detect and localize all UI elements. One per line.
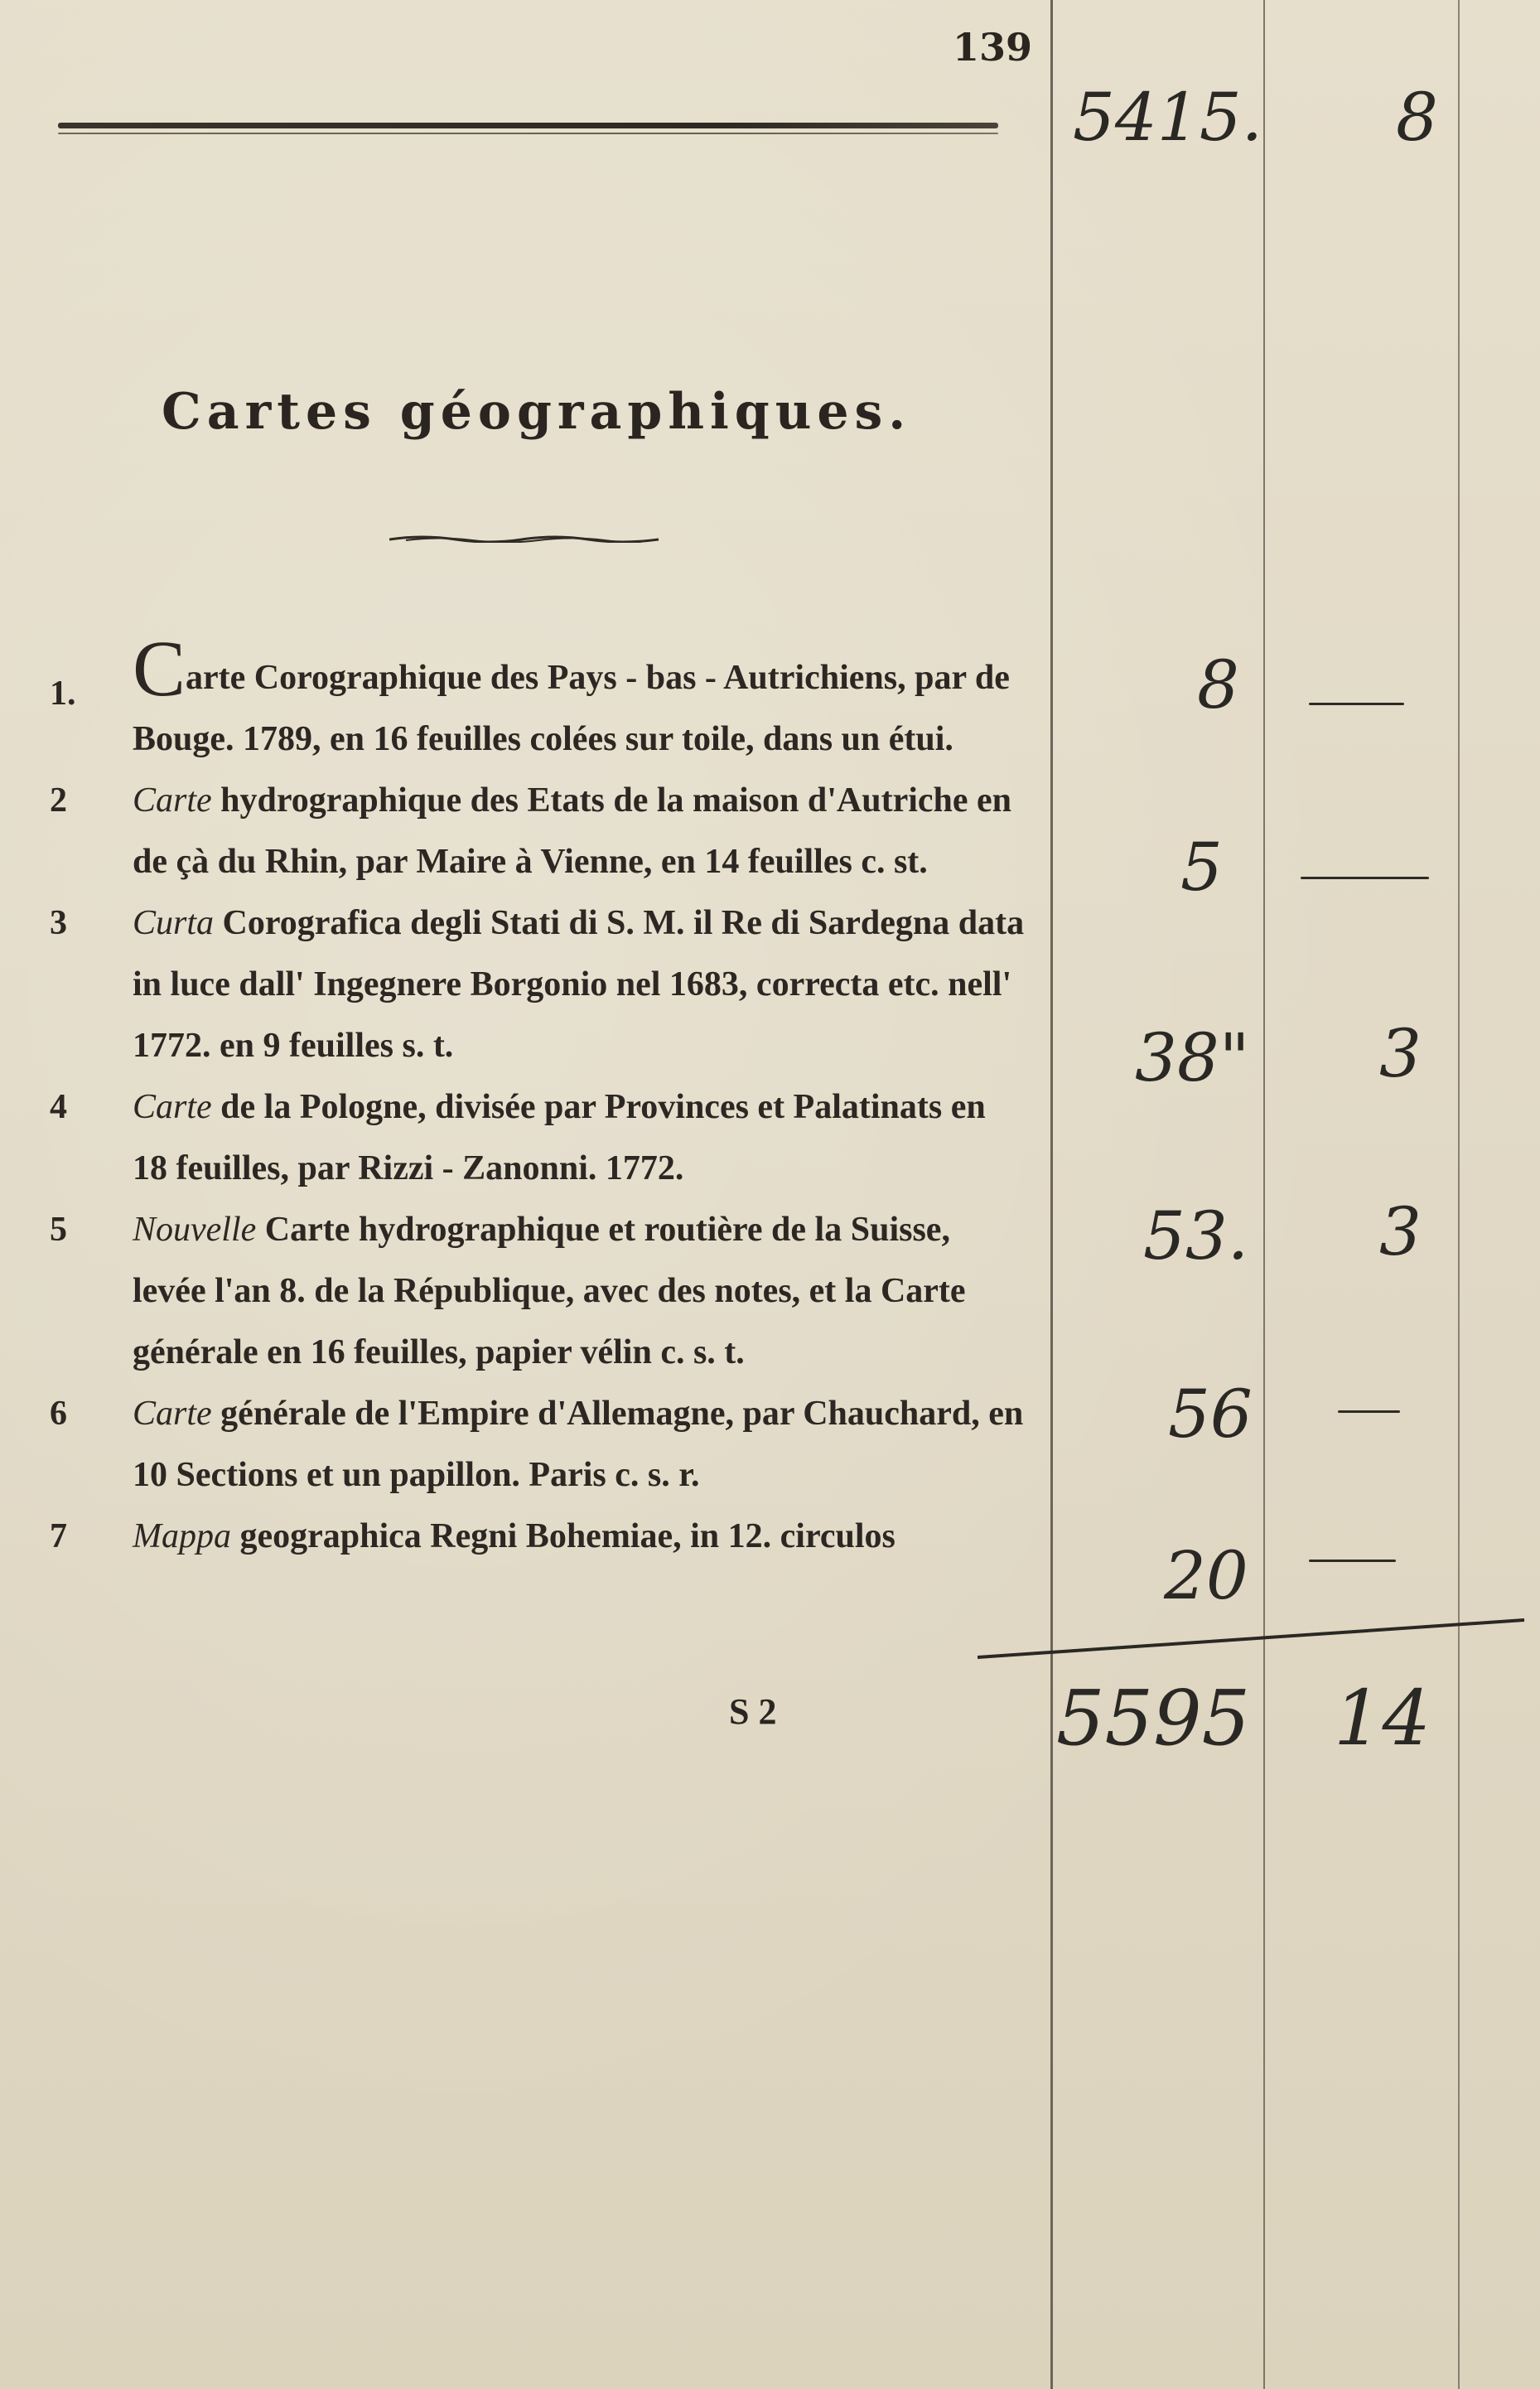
price-sub-dash: [1309, 703, 1404, 705]
entry-first-word: Mappa: [133, 1517, 231, 1555]
catalogue-entry: [50, 1383, 1027, 1506]
entry-first-word: Carte: [133, 1395, 212, 1433]
grand-total-sub: 14: [1334, 1674, 1431, 1763]
entry-text: générale de l'Empire d'Allemagne, par Chauchard, en 10 Sections et un papillon. Paris c. s. r.: [133, 1395, 1024, 1494]
total-rule: [978, 1616, 1533, 1666]
entry-number: 4: [50, 1088, 67, 1126]
entry-text: geographica Regni Bohemiae, in 12. circulos: [239, 1517, 896, 1555]
catalogue-entry: [50, 892, 1027, 1076]
entry-text: hydrographique des Etats de la maison d'Autriche en de çà du Rhin, par Maire à Vienne, en 14 feuilles c. st.: [133, 781, 1012, 881]
entry-number: 6: [50, 1395, 67, 1433]
entry-text: Corografica degli Stati di S. M. il Re di Sardegna data in luce dall' Ingegnere Borgonio nel 1683, correcta etc. nell' 1772. en 9 feuilles s. t.: [133, 904, 1025, 1065]
ledger-column-line: [1263, 0, 1265, 2389]
catalogue-entries: [50, 624, 1027, 1567]
catalogue-entry: [50, 1076, 1027, 1199]
entry-text: arte Corographique des Pays - bas - Autrichiens, par de Bouge. 1789, en 16 feuilles colées sur toile, dans un étui.: [133, 659, 1010, 758]
header-rule: [58, 123, 998, 128]
price-main: 5: [1180, 829, 1223, 906]
entry-number: 7: [50, 1517, 67, 1555]
price-main: 20: [1164, 1537, 1248, 1614]
entry-text: Carte hydrographique et routière de la Suisse, levée l'an 8. de la République, avec des notes, et la Carte générale en 16 feuilles, papier vélin c. s. t.: [133, 1211, 966, 1371]
entry-first-word: Carte: [133, 1088, 212, 1126]
entry-first-word: Nouvelle: [133, 1211, 257, 1249]
price-sub-dash: [1309, 1560, 1396, 1562]
ledger-column-line: [1458, 0, 1460, 2389]
entry-number: 3: [50, 904, 67, 942]
catalogue-entry: [50, 624, 1027, 770]
catalogue-entry: [50, 1506, 1027, 1567]
price-main: 56: [1168, 1376, 1253, 1453]
entry-first-word: C: [133, 624, 186, 713]
price-sub: 3: [1379, 1015, 1422, 1092]
entry-number: 2: [50, 781, 67, 820]
price-sub-dash: [1338, 1410, 1400, 1413]
entry-first-word: Carte: [133, 781, 212, 820]
entry-number: 5: [50, 1211, 67, 1249]
price-sub: 3: [1379, 1193, 1422, 1270]
grand-total-main: 5595: [1056, 1674, 1251, 1763]
ledger-column-line: [1050, 0, 1053, 2389]
entry-number: 1.: [50, 675, 76, 713]
header-rule-thin: [58, 133, 998, 134]
title-ornament: [389, 534, 659, 543]
carried-total-sub: 8: [1396, 79, 1438, 156]
entry-text: de la Pologne, divisée par Provinces et Palatinats en 18 feuilles, par Rizzi - Zanonni. 1772.: [133, 1088, 986, 1187]
signature-mark: S 2: [729, 1691, 777, 1732]
carried-total-main: 5415.: [1073, 79, 1263, 156]
entry-first-word: Curta: [133, 904, 215, 942]
catalogue-entry: [50, 1199, 1027, 1383]
section-title: Cartes géographiques.: [162, 383, 912, 441]
price-main: 8: [1197, 646, 1239, 723]
catalogue-entry: [50, 770, 1027, 892]
page-number: 139: [953, 25, 1033, 70]
price-main: 38": [1135, 1019, 1250, 1096]
price-main: 53.: [1143, 1197, 1249, 1274]
price-sub-dash: [1301, 877, 1429, 879]
